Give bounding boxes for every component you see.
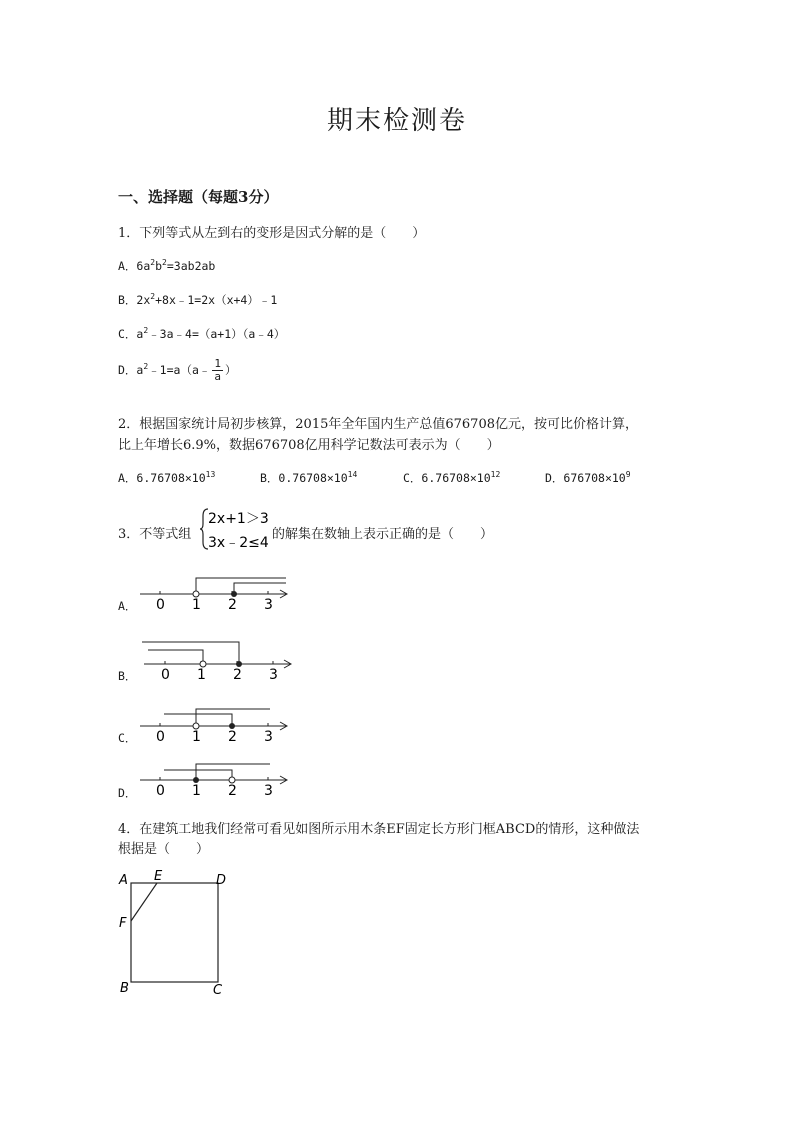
question-1-stem: 1．下列等式从左到右的变形是因式分解的是（ ）: [118, 226, 426, 241]
label-a: A: [119, 873, 128, 888]
tick-label-1: 1: [192, 597, 201, 612]
range-x-gt-1: [196, 578, 286, 594]
tick-label-1: 1: [192, 729, 201, 744]
question-1-option-c: C．$a^2﹣3a﹣4=(a+1)(a﹣4)$: [118, 326, 286, 341]
option-a-label: A．: [118, 599, 137, 613]
tick-label-2: 2: [228, 783, 237, 799]
tick-label-3: 3: [264, 783, 273, 799]
question-2-option-a: A．$6.76708\times 10^{13}$: [118, 470, 216, 485]
tick-label-0: 0: [156, 729, 165, 744]
question-2-option-d: D．$676708\times 10^9$: [545, 470, 631, 485]
tick-label-2: 2: [228, 729, 237, 744]
tick-label-0: 0: [156, 783, 165, 799]
inequality-1: 2x+1＞3: [208, 511, 269, 527]
question-2-option-b: B．$0.76708\times 10^{14}$: [260, 470, 358, 485]
inequality-2: 3x﹣2≤4: [208, 535, 269, 551]
tick-label-0: 0: [161, 667, 170, 682]
question-1-option-b: B．$2x^2+8x﹣1=2x(x+4)﹣1$: [118, 292, 278, 307]
question-2-option-c: C．$6.76708\times 10^{12}$: [403, 470, 501, 485]
label-b: B: [120, 981, 129, 996]
tick-label-2: 2: [233, 667, 242, 682]
label-d: D: [216, 873, 227, 888]
rectangle-abcd: [131, 883, 218, 982]
left-brace-icon: [200, 509, 208, 549]
range-x-le-2: [142, 642, 239, 664]
label-f: F: [119, 916, 127, 931]
question-2-line-1: 2．根据国家统计局初步核算，2015年全年国内生产总值676708亿元，按可比价格计算，: [118, 417, 638, 432]
page-title: 期末检测卷: [326, 106, 467, 136]
tick-label-0: 0: [156, 597, 165, 612]
tick-label-1: 1: [192, 783, 201, 799]
question-2-line-2: 比上年增长6.9%，数据676708亿用科学记数法可表示为（ ）: [118, 438, 500, 453]
number-line-c: [140, 704, 290, 744]
question-4-line-1: 4．在建筑工地我们经常可看见如图所示用木条EF固定长方形门框ABCD的情形，这种做法: [118, 822, 640, 837]
option-c-label: C．: [118, 731, 137, 745]
label-e: E: [154, 869, 163, 884]
section-heading: 一、选择题（每题3分）: [118, 188, 279, 206]
segment-ef: [131, 883, 157, 921]
question-1-option-a: A．$6a^2b^2=3ab2ab$: [118, 258, 216, 273]
tick-label-1: 1: [197, 667, 206, 682]
option-d-label: D．: [118, 786, 137, 800]
inequality-system: [200, 506, 280, 552]
tick-label-3: 3: [269, 667, 278, 682]
question-1-option-d: D．$a^2﹣1=a(a﹣$ $\frac{1}{a}$ ）: [118, 357, 237, 383]
tick-label-3: 3: [264, 597, 273, 612]
door-frame-figure: [112, 866, 242, 1001]
tick-label-3: 3: [264, 729, 273, 744]
tick-label-2: 2: [228, 597, 237, 612]
question-3-suffix: 的解集在数轴上表示正确的是（ ）: [272, 527, 494, 542]
number-line-a: [140, 572, 290, 612]
number-line-b: [140, 638, 295, 682]
question-3-prefix: 3．不等式组: [118, 527, 192, 542]
range-x-lt-1: [148, 650, 203, 664]
range-x-gt-2: [234, 583, 286, 594]
option-b-label: B．: [118, 669, 137, 683]
number-line-d: [140, 760, 290, 800]
label-c: C: [213, 983, 223, 998]
question-4-line-2: 根据是（ ）: [118, 842, 210, 857]
fraction: $\frac{1}{a}$: [214, 357, 222, 383]
